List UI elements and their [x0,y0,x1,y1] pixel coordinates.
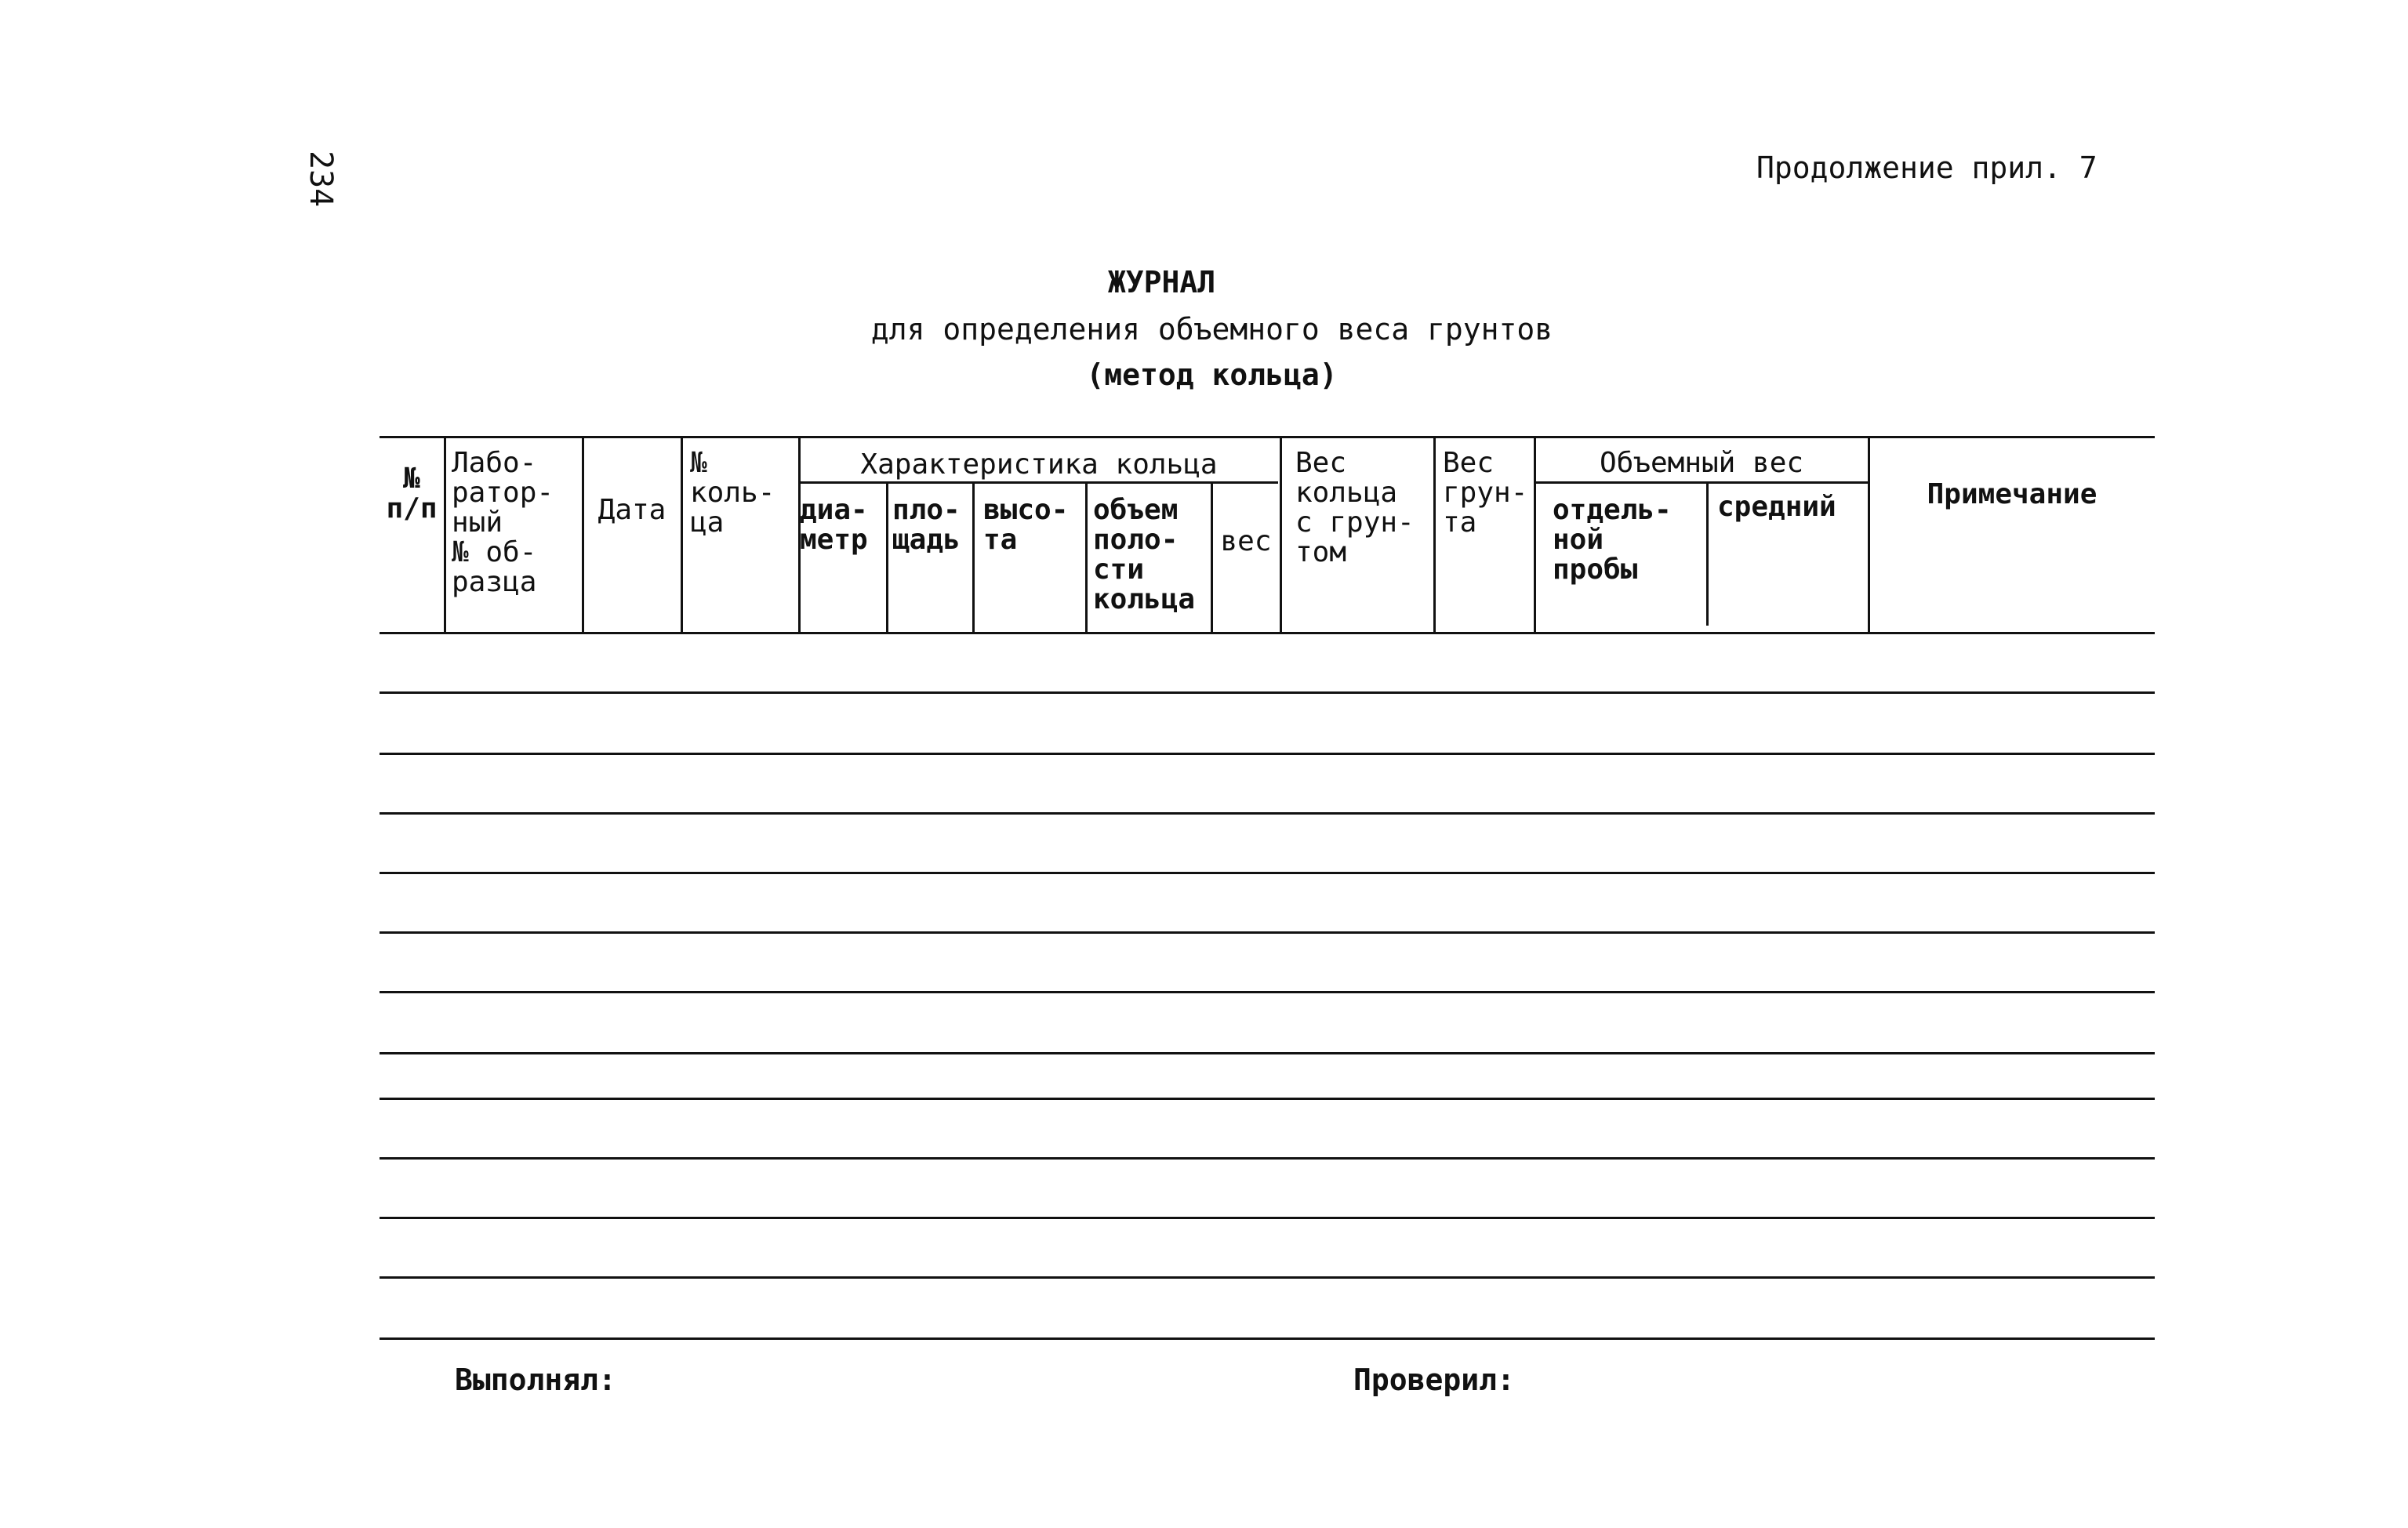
page-number: 234 [303,151,339,208]
table-row [380,872,2155,874]
col-divider [1085,483,1088,633]
header-average: средний [1717,491,1836,523]
header-bottom-rule [380,632,2155,634]
header-weight: вес [1220,525,1272,557]
table-row [380,812,2155,815]
col-divider [681,437,683,633]
header-cavity-volume: объем поло- сти кольца [1093,494,1196,615]
header-note: Примечание [1927,478,2097,510]
header-soil-weight: Вес грун- та [1443,447,1528,539]
bulk-group-divider [1534,481,1868,484]
header-area: пло- щадь [892,494,961,556]
header-ring-characteristics: Характеристика кольца [860,448,1218,481]
header-ring-number: № коль- ца [690,447,775,539]
header-diameter: диа- метр [800,494,868,556]
journal-subtitle: для определения объемного веса грунтов [870,312,1553,347]
col-divider [972,483,975,633]
col-divider [886,483,888,633]
table-row [380,1052,2155,1054]
table-row [380,1337,2155,1340]
journal-method: (метод кольца) [1086,358,1338,392]
table-row [380,991,2155,993]
col-divider [1706,483,1709,626]
col-divider [1211,483,1213,633]
table-row [380,1217,2155,1219]
col-divider [1280,437,1282,633]
col-divider [1868,437,1870,633]
header-separate-sample: отдель- ной пробы [1553,494,1672,586]
col-divider [1433,437,1436,633]
header-bulk-weight: Объемный вес [1599,447,1804,479]
table-top-rule [380,436,2155,438]
performed-by-label: Выполнял: [455,1363,616,1397]
journal-title: ЖУРНАЛ [1107,265,1216,299]
checked-by-label: Проверил: [1353,1363,1515,1397]
table-row [380,1276,2155,1279]
table-row [380,691,2155,694]
table-row [380,1157,2155,1160]
header-date: Дата [597,494,666,526]
col-divider [582,437,584,633]
table-row [380,931,2155,934]
header-number: № п/п [386,463,438,524]
ring-group-divider [800,481,1278,484]
table-row [380,753,2155,755]
appendix-continuation: Продолжение прил. 7 [1756,151,2097,185]
header-ring-with-soil-weight: Вес кольца с грун- том [1295,447,1415,568]
table-row [380,1098,2155,1100]
header-height: высо- та [983,494,1069,556]
header-lab-sample-number: Лабо- ратор- ный № об- разца [452,447,554,598]
